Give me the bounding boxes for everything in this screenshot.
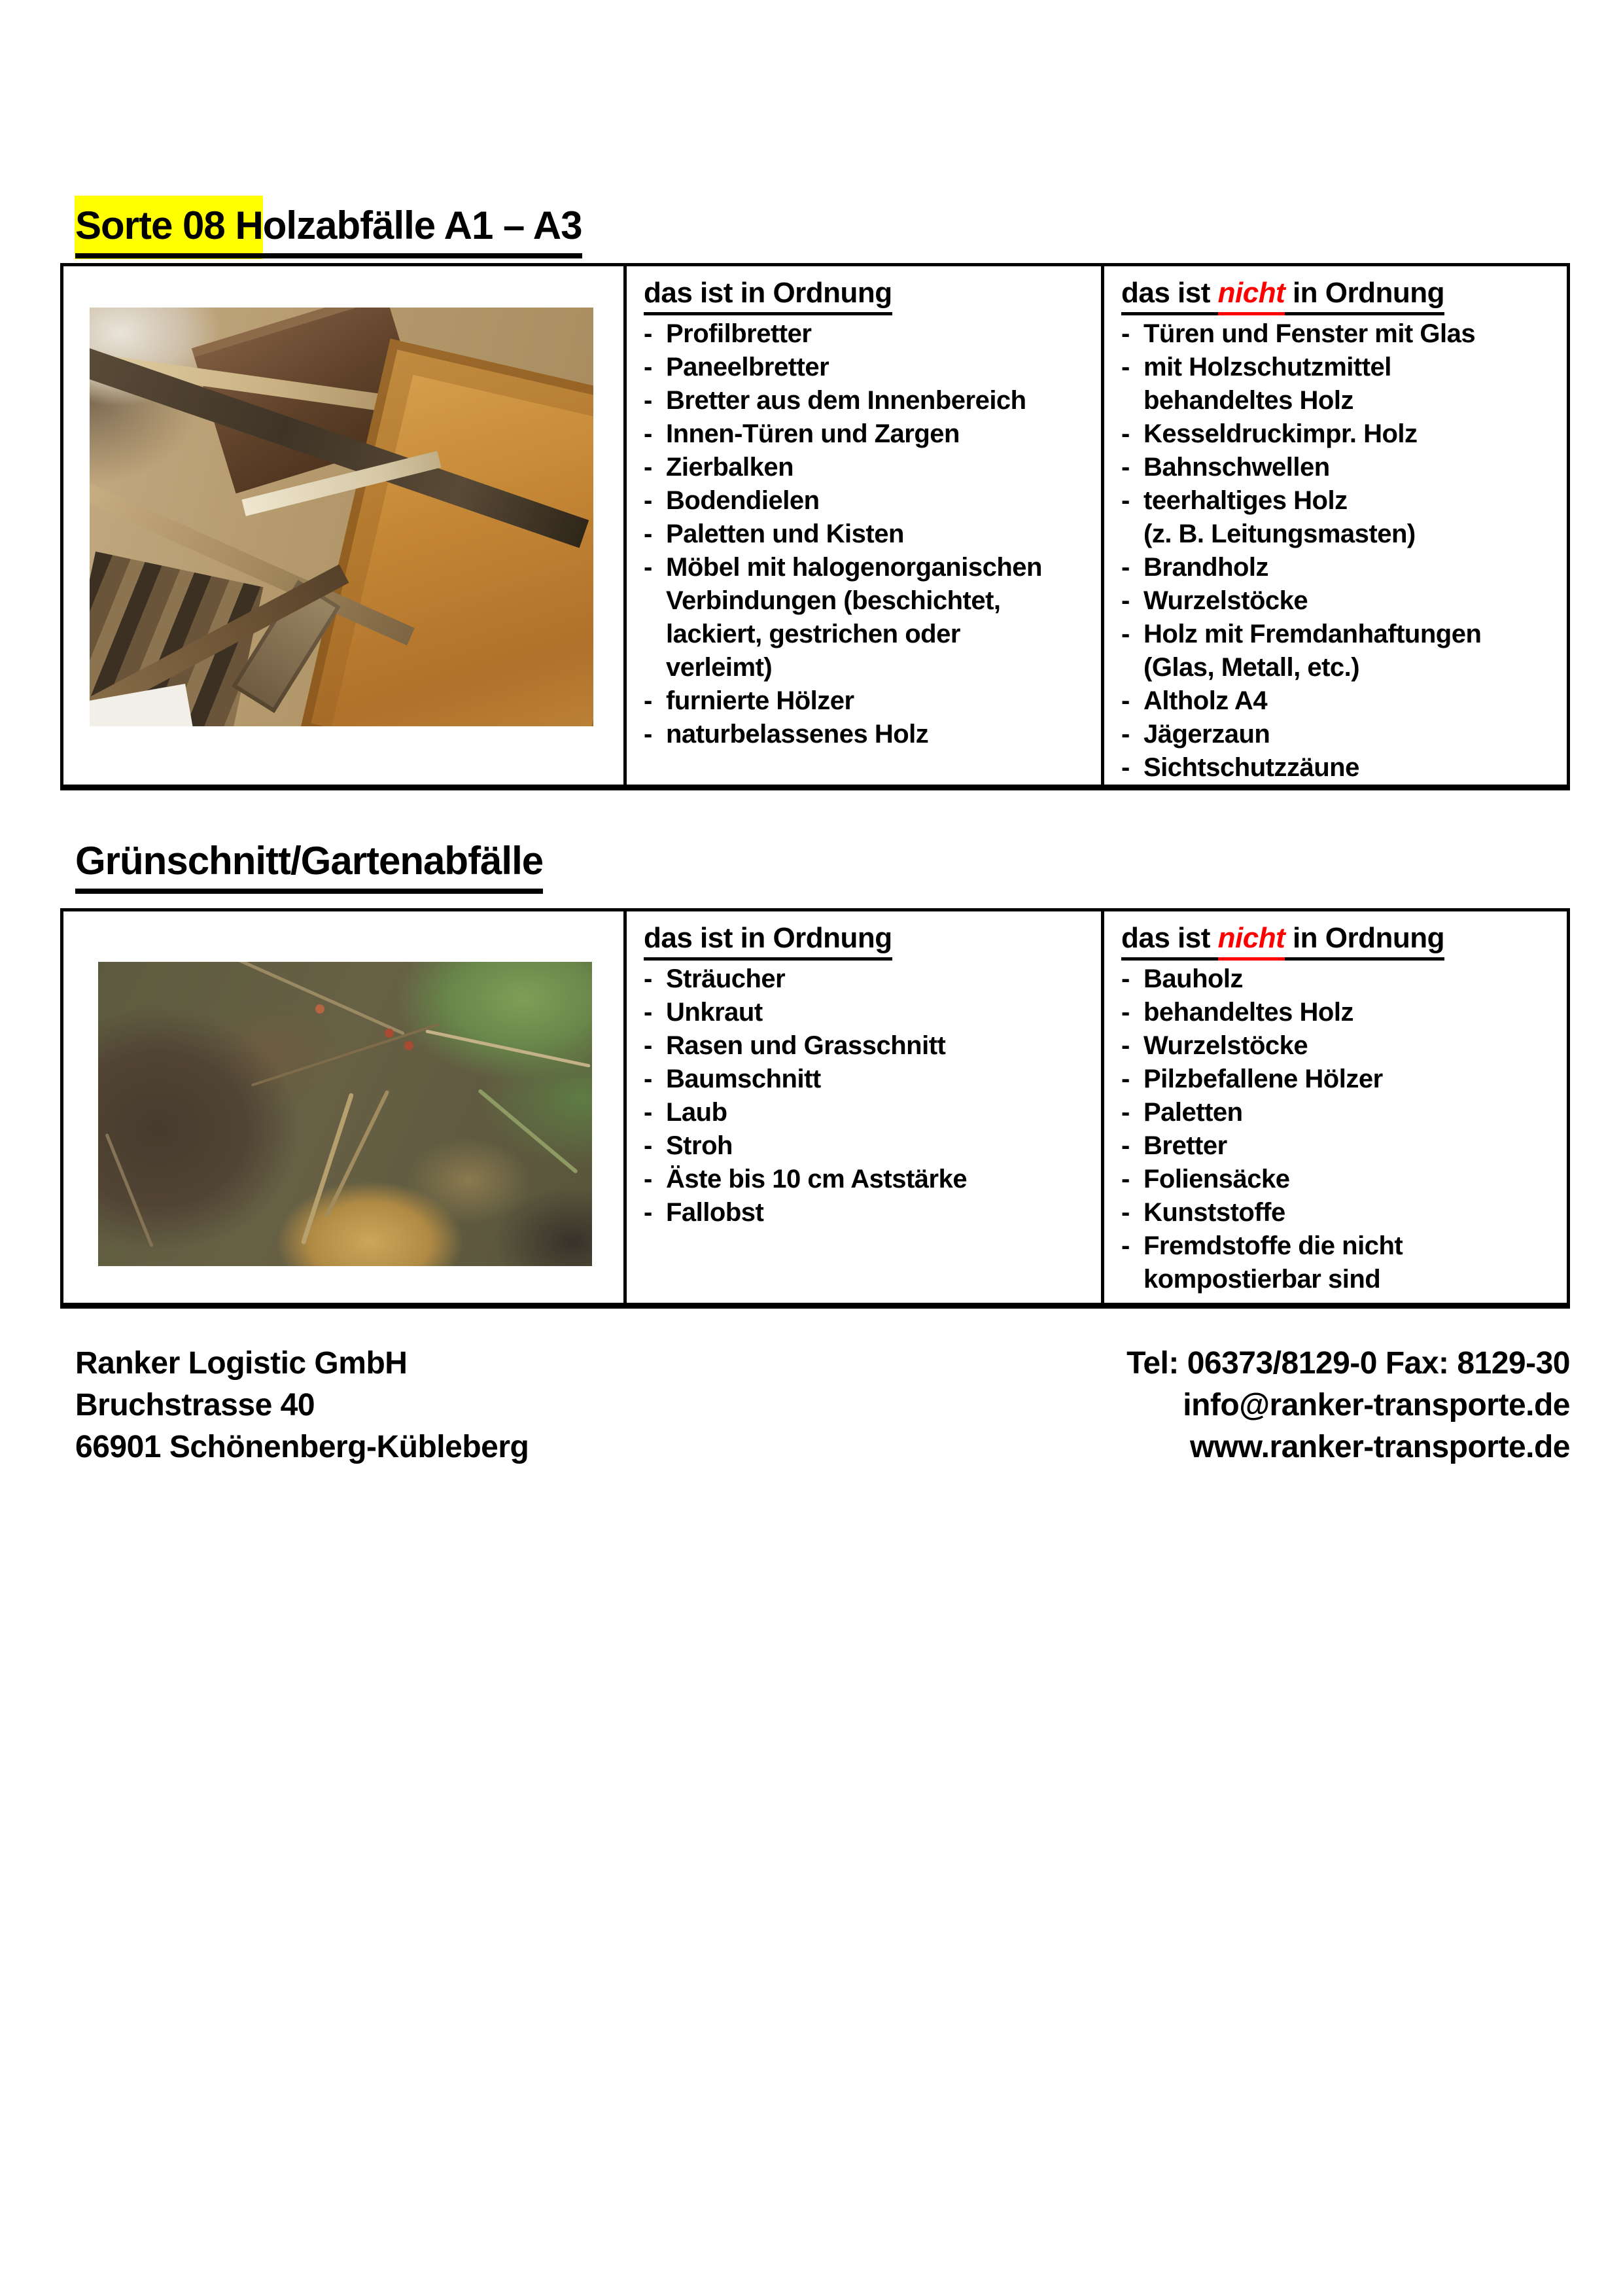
list-item bbox=[1121, 1196, 1567, 1229]
bullet-dash: - bbox=[1121, 486, 1130, 515]
list-item bbox=[644, 996, 1101, 1029]
bullet-dash: - bbox=[1121, 453, 1130, 482]
item-text-continuation: behandeltes Holz bbox=[1143, 386, 1353, 415]
item-text: naturbelassenes Holz bbox=[666, 720, 929, 749]
ok-column-header: das ist in Ordnung bbox=[644, 275, 892, 311]
list-item bbox=[1121, 996, 1567, 1029]
list-item bbox=[1121, 451, 1567, 484]
item-text-continuation: verleimt) bbox=[666, 653, 773, 682]
ok-column-green bbox=[627, 911, 1101, 1303]
ok-column-header: das ist in Ordnung bbox=[644, 921, 892, 956]
item-text: Paletten und Kisten bbox=[666, 520, 904, 548]
list-item bbox=[644, 1196, 1101, 1229]
bullet-dash: - bbox=[644, 553, 652, 582]
item-text: Äste bis 10 cm Aststärke bbox=[666, 1165, 968, 1193]
item-text: Bauholz bbox=[1143, 964, 1244, 993]
item-text: furnierte Hölzer bbox=[666, 686, 854, 715]
photo-detail bbox=[301, 1093, 354, 1245]
list-item bbox=[1121, 1029, 1567, 1063]
bullet-dash: - bbox=[644, 998, 652, 1027]
item-text: Bahnschwellen bbox=[1143, 453, 1330, 482]
nicht-emphasis: nicht bbox=[1218, 922, 1285, 961]
list-item bbox=[644, 518, 1101, 551]
item-text: Holz mit Fremdanhaftungen bbox=[1143, 620, 1482, 648]
list-item bbox=[644, 351, 1101, 384]
bullet-dash: - bbox=[1121, 686, 1130, 715]
item-text: Jägerzaun bbox=[1143, 720, 1270, 749]
photo-detail bbox=[404, 1041, 413, 1050]
list-item bbox=[1121, 417, 1567, 451]
bullet-dash: - bbox=[1121, 419, 1130, 448]
footer-phone-fax: Tel: 06373/8129-0 Fax: 8129-30 bbox=[1126, 1346, 1570, 1381]
bullet-dash: - bbox=[1121, 1198, 1130, 1227]
bullet-dash: - bbox=[1121, 353, 1130, 381]
item-text: Baumschnitt bbox=[666, 1065, 821, 1093]
list-item bbox=[1121, 1163, 1567, 1196]
item-text-continuation: (Glas, Metall, etc.) bbox=[1143, 653, 1360, 682]
not-ok-column-header: das ist nicht in Ordnung bbox=[1121, 921, 1444, 956]
photo-detail bbox=[251, 1023, 439, 1086]
item-text: Kunststoffe bbox=[1143, 1198, 1285, 1227]
bullet-dash: - bbox=[644, 1065, 652, 1093]
bullet-dash: - bbox=[644, 319, 652, 348]
item-text: Wurzelstöcke bbox=[1143, 586, 1308, 615]
list-item bbox=[644, 1096, 1101, 1129]
item-text: Rasen und Grasschnitt bbox=[666, 1031, 946, 1060]
item-text: Fallobst bbox=[666, 1198, 764, 1227]
section-title-gruenschnitt: Grünschnitt/Gartenabfälle bbox=[75, 839, 543, 894]
list-item bbox=[644, 384, 1101, 417]
bullet-dash: - bbox=[644, 419, 652, 448]
bullet-dash: - bbox=[1121, 753, 1130, 782]
item-text: Stroh bbox=[666, 1131, 733, 1160]
item-text: Sträucher bbox=[666, 964, 786, 993]
nicht-emphasis: nicht bbox=[1218, 277, 1285, 315]
list-item bbox=[1121, 317, 1567, 351]
not-ok-item-list-wood bbox=[1121, 317, 1567, 785]
garden-waste-photo bbox=[98, 962, 592, 1266]
bullet-dash: - bbox=[644, 1198, 652, 1227]
list-item bbox=[1121, 484, 1567, 551]
bullet-dash: - bbox=[644, 686, 652, 715]
section-title-holzabfaelle bbox=[75, 204, 582, 258]
item-text-continuation: (z. B. Leitungsmasten) bbox=[1143, 520, 1416, 548]
item-text: Bodendielen bbox=[666, 486, 820, 515]
photo-detail bbox=[478, 1088, 578, 1174]
footer-website: www.ranker-transporte.de bbox=[1189, 1430, 1570, 1464]
not-ok-column-green bbox=[1104, 911, 1567, 1303]
bullet-dash: - bbox=[1121, 620, 1130, 648]
item-text: Paletten bbox=[1143, 1098, 1243, 1127]
item-text: Laub bbox=[666, 1098, 727, 1127]
photo-detail bbox=[315, 1004, 324, 1014]
bullet-dash: - bbox=[1121, 720, 1130, 749]
bullet-dash: - bbox=[644, 1131, 652, 1160]
footer-address bbox=[75, 1343, 529, 1468]
list-item bbox=[644, 1163, 1101, 1196]
bullet-dash: - bbox=[1121, 319, 1130, 348]
bullet-dash: - bbox=[1121, 1031, 1130, 1060]
item-text: Altholz A4 bbox=[1143, 686, 1268, 715]
list-item bbox=[644, 317, 1101, 351]
list-item bbox=[1121, 584, 1567, 618]
item-text: Möbel mit halogenorganischen bbox=[666, 553, 1042, 582]
list-item bbox=[1121, 551, 1567, 584]
footer-contact bbox=[1126, 1343, 1570, 1468]
bullet-dash: - bbox=[1121, 1165, 1130, 1193]
bullet-dash: - bbox=[644, 964, 652, 993]
list-item bbox=[644, 963, 1101, 996]
photo-detail bbox=[105, 1133, 154, 1247]
footer-city: 66901 Schönenberg-Kübleberg bbox=[75, 1430, 529, 1464]
wood-waste-photo bbox=[90, 308, 593, 726]
list-item bbox=[1121, 751, 1567, 785]
list-item bbox=[1121, 1096, 1567, 1129]
footer-company: Ranker Logistic GmbH bbox=[75, 1346, 408, 1381]
item-text: Türen und Fenster mit Glas bbox=[1143, 319, 1476, 348]
photo-detail bbox=[385, 1029, 394, 1038]
item-text: behandeltes Holz bbox=[1143, 998, 1353, 1027]
item-text: Paneelbretter bbox=[666, 353, 829, 381]
bullet-dash: - bbox=[1121, 586, 1130, 615]
bullet-dash: - bbox=[644, 520, 652, 548]
list-item bbox=[1121, 1229, 1567, 1296]
bullet-dash: - bbox=[1121, 1065, 1130, 1093]
item-text: Pilzbefallene Hölzer bbox=[1143, 1065, 1383, 1093]
item-text-continuation: kompostierbar sind bbox=[1143, 1265, 1381, 1294]
list-item bbox=[1121, 684, 1567, 718]
item-text: Fremdstoffe die nicht bbox=[1143, 1231, 1403, 1260]
ok-item-list-wood bbox=[644, 317, 1101, 751]
list-item bbox=[1121, 963, 1567, 996]
item-text: Bretter aus dem Innenbereich bbox=[666, 386, 1026, 415]
item-text: teerhaltiges Holz bbox=[1143, 486, 1348, 515]
not-ok-column-header: das ist nicht in Ordnung bbox=[1121, 275, 1444, 311]
item-text: Kesseldruckimpr. Holz bbox=[1143, 419, 1418, 448]
list-item bbox=[1121, 618, 1567, 684]
item-text: Brandholz bbox=[1143, 553, 1269, 582]
item-text: Unkraut bbox=[666, 998, 763, 1027]
bullet-dash: - bbox=[644, 1165, 652, 1193]
item-text: Profilbretter bbox=[666, 319, 812, 348]
list-item bbox=[644, 484, 1101, 518]
bullet-dash: - bbox=[644, 1031, 652, 1060]
item-text: mit Holzschutzmittel bbox=[1143, 353, 1391, 381]
ok-item-list-green bbox=[644, 963, 1101, 1229]
item-text: Bretter bbox=[1143, 1131, 1227, 1160]
bullet-dash: - bbox=[644, 453, 652, 482]
bullet-dash: - bbox=[644, 1098, 652, 1127]
not-ok-column-wood bbox=[1104, 266, 1567, 785]
photo-detail bbox=[426, 1030, 591, 1068]
bullet-dash: - bbox=[644, 353, 652, 381]
item-text-continuation: Verbindungen (beschichtet, bbox=[666, 586, 1001, 615]
bullet-dash: - bbox=[1121, 553, 1130, 582]
list-item bbox=[644, 451, 1101, 484]
list-item bbox=[644, 551, 1101, 684]
list-item bbox=[1121, 351, 1567, 417]
list-item bbox=[644, 1029, 1101, 1063]
bullet-dash: - bbox=[644, 486, 652, 515]
item-text: Zierbalken bbox=[666, 453, 794, 482]
bullet-dash: - bbox=[1121, 1098, 1130, 1127]
ok-column-wood bbox=[627, 266, 1101, 785]
item-text: Sichtschutzzäune bbox=[1143, 753, 1359, 782]
title-highlighted-part: Sorte 08 bbox=[75, 203, 225, 247]
list-item bbox=[1121, 718, 1567, 751]
list-item bbox=[644, 417, 1101, 451]
list-item bbox=[644, 1129, 1101, 1163]
bullet-dash: - bbox=[1121, 964, 1130, 993]
footer-email: info@ranker-transporte.de bbox=[1183, 1388, 1570, 1422]
not-ok-item-list-green bbox=[1121, 963, 1567, 1296]
item-text: Foliensäcke bbox=[1143, 1165, 1290, 1193]
title-rest-part: Holzabfälle A1 – A3 bbox=[224, 203, 582, 247]
footer-street: Bruchstrasse 40 bbox=[75, 1388, 315, 1422]
list-item bbox=[644, 1063, 1101, 1096]
item-text: Wurzelstöcke bbox=[1143, 1031, 1308, 1060]
photo-detail bbox=[196, 962, 405, 1036]
bullet-dash: - bbox=[1121, 1231, 1130, 1260]
bullet-dash: - bbox=[644, 720, 652, 749]
bullet-dash: - bbox=[1121, 998, 1130, 1027]
list-item bbox=[1121, 1063, 1567, 1096]
item-text: Innen-Türen und Zargen bbox=[666, 419, 960, 448]
item-text-continuation: lackiert, gestrichen oder bbox=[666, 620, 960, 648]
list-item bbox=[644, 718, 1101, 751]
list-item bbox=[644, 684, 1101, 718]
bullet-dash: - bbox=[644, 386, 652, 415]
bullet-dash: - bbox=[1121, 1131, 1130, 1160]
list-item bbox=[1121, 1129, 1567, 1163]
